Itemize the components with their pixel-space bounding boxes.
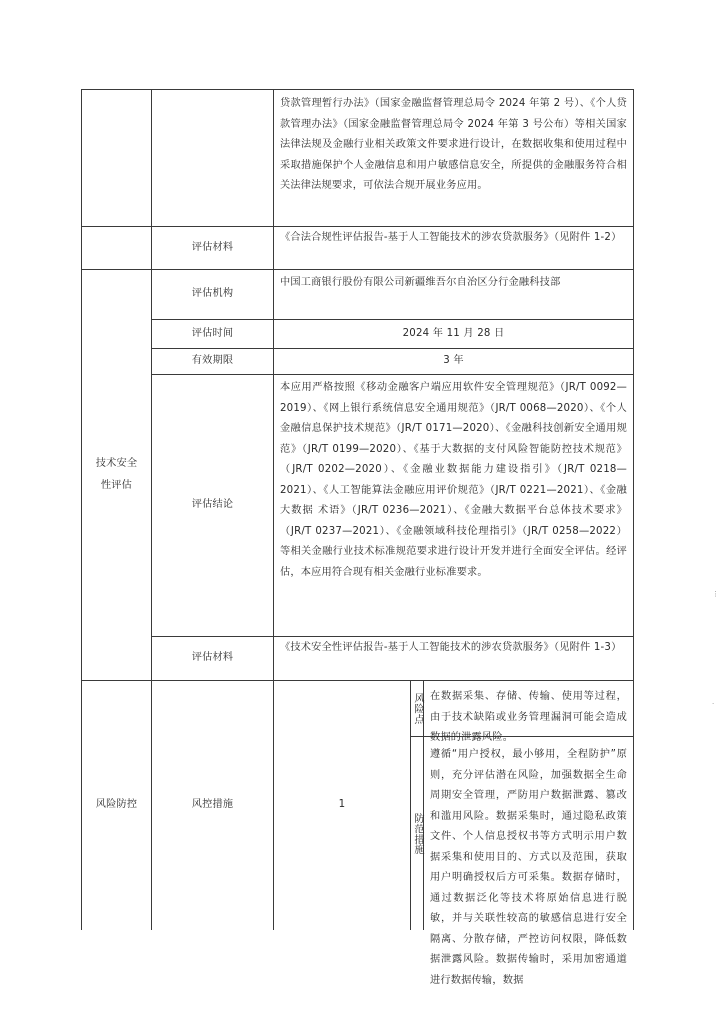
scan-mark: · bbox=[712, 700, 715, 708]
scan-mark: ⋮ bbox=[712, 590, 719, 598]
legal-category-cell bbox=[82, 90, 152, 227]
legal-material-value: 《合法合规性评估报告-基于人工智能技术的涉农贷款服务》（见附件 1-2） bbox=[274, 227, 634, 270]
conclusion-value: 本应用严格按照《移动金融客户端应用软件安全管理规范》（JR/T 0092—2019）、《网上银行系统信息安全通用规范》（JR/T 0068—2020）、《个人金融信息保护技术规范》（JR/T 0171—2020）、《金融科技创新安全通用规范》（JR/T 0199—2020）、《基于大数据的支付风险智能防控技术规范》（JR/T 0202—2020）、《金融业数据能力建设指引》（JR/T 0218—2021）、《人工智能算法金融应用评价规范》（JR/T 0221—2021）、《金融大数据 术语》（JR/T 0236—2021）、《金融大数据平台总体技术要求》（JR/T 0237—2021）、《金融领域科技伦理指引》（JR/T 0258—2022）等相关金融行业技术标准规范要求进行设计开发并进行全面安全评估。经评估，本应用符合现有相关金融行业标准要求。 bbox=[274, 375, 634, 637]
legal-conclusion-text: 贷款管理暂行办法》（国家金融监督管理总局令 2024 年第 2 号）、《个人贷款管理办法》（国家金融监督管理总局令 2024 年第 3 号公布）等相关国家法律法规及金融行业相关政策文件要求进行设计，在数据收集和使用过程中采取措施保护个人金融信息和用户敏感信息安全，所提供的金融服务符合相关法律法规要求，可依法合规开展业务应用。 bbox=[274, 90, 634, 227]
conclusion-label: 评估结论 bbox=[152, 375, 274, 637]
risk-point-label: 风险点 bbox=[411, 681, 424, 737]
measure-label: 防范措施 bbox=[411, 737, 424, 930]
tech-security-category: 技术安全性评估 bbox=[82, 270, 152, 681]
measure-value: 遵循“用户授权，最小够用，全程防护”原则，充分评估潜在风险，加强数据全生命周期安全管理，严防用户数据泄露、篡改和滥用风险。数据采集时，通过隐私政策文件、个人信息授权书等方式明示用户数据采集和使用目的、方式以及范围，获取用户明确授权后方可采集。数据存储时，通过数据泛化等技术将原始信息进行脱敏，并与关联性较高的敏感信息进行安全隔离、分散存储，严控访问权限，降低数据泄露风险。数据传输时，采用加密通道进行数据传输，数据 bbox=[424, 737, 634, 930]
legal-material-label: 评估材料 bbox=[152, 227, 274, 270]
agency-label: 评估机构 bbox=[152, 270, 274, 320]
valid-label: 有效期限 bbox=[152, 349, 274, 375]
time-value: 2024 年 11 月 28 日 bbox=[274, 320, 634, 349]
legal-category-cell-bottom bbox=[82, 227, 152, 270]
assessment-table bbox=[81, 89, 634, 986]
risk-point-value: 在数据采集、存储、传输、使用等过程，由于技术缺陷或业务管理漏洞可能会造成数据的泄露风险。 bbox=[424, 681, 634, 737]
risk-index: 1 bbox=[274, 681, 411, 930]
time-label: 评估时间 bbox=[152, 320, 274, 349]
tech-material-label: 评估材料 bbox=[152, 637, 274, 681]
agency-value: 中国工商银行股份有限公司新疆维吾尔自治区分行金融科技部 bbox=[274, 270, 634, 320]
risk-control-label: 风控措施 bbox=[152, 681, 274, 930]
legal-conclusion-label-cell bbox=[152, 90, 274, 227]
tech-material-value: 《技术安全性评估报告-基于人工智能技术的涉农贷款服务》（见附件 1-3） bbox=[274, 637, 634, 681]
risk-category: 风险防控 bbox=[82, 681, 152, 930]
valid-value: 3 年 bbox=[274, 349, 634, 375]
